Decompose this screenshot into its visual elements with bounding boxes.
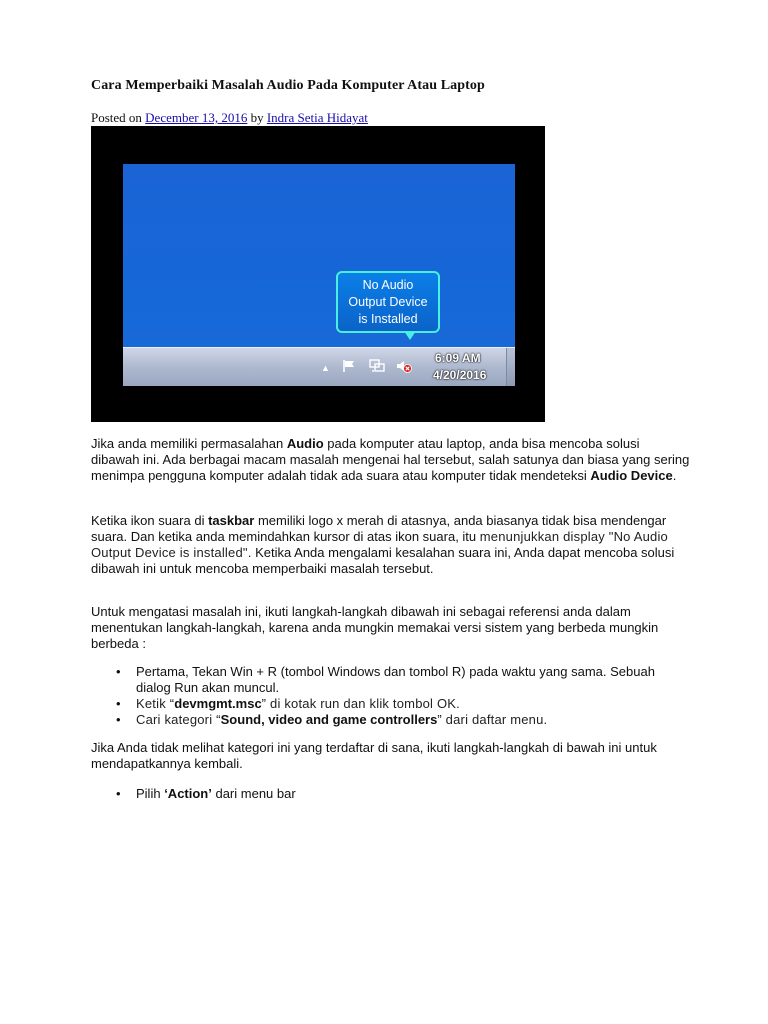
list-item xyxy=(91,664,691,696)
text-run: . xyxy=(672,468,677,483)
text-run: memiliki logo x merah di atasnya, anda biasanya tidak bisa mendengar suara. Dan ketika anda memindahkan kursor di atas ikon suara, itu xyxy=(91,513,667,544)
bold-run: devmgmt.msc xyxy=(174,696,262,711)
text-run: Ketika Anda mengalami kesalahan suara ini, Anda dapat mencoba solusi dibawah ini untuk mencoba memperbaiki masalah tersebut. xyxy=(91,545,675,576)
notification-balloon xyxy=(336,271,440,333)
text-run: ” di kotak run dan klik tombol OK. xyxy=(261,696,460,711)
text-run: Jika anda memiliki permasalahan xyxy=(91,436,287,451)
up-arrow-icon: ▲ xyxy=(321,363,330,373)
windows-desktop xyxy=(123,164,515,386)
flag-icon xyxy=(342,359,356,376)
bold-run: taskbar xyxy=(208,513,255,528)
article-title: Cara Memperbaiki Masalah Audio Pada Komputer Atau Laptop xyxy=(91,78,485,93)
list-item xyxy=(91,786,691,802)
speaker-muted-icon[interactable] xyxy=(396,359,412,376)
steps-list-2 xyxy=(91,786,691,802)
bullet: • xyxy=(116,696,121,711)
posted-prefix: Posted on xyxy=(91,110,142,125)
posted-by: by xyxy=(250,110,264,125)
text-run: Ketika ikon suara di xyxy=(91,513,209,528)
text-run: pada komputer atau laptop, anda bisa mencoba solusi dibawah ini. Ada berbagai macam masalah mengenai hal tersebut, salah satunya dan biasa yang sering menimpa pengguna komputer adalah tidak ada suara atau komputer tidak mendeteksi xyxy=(91,436,690,483)
paragraph-steps-intro: Untuk mengatasi masalah ini, ikuti langkah-langkah dibawah ini sebagai referensi anda dalam menentukan langkah-langkah, karena anda mungkin memakai versi sistem yang berbeda mungkin berbeda : xyxy=(91,604,659,651)
bullet: • xyxy=(116,786,121,801)
paragraph-intro xyxy=(91,436,691,484)
list-item xyxy=(91,712,691,728)
balloon-tail xyxy=(404,331,416,340)
text-run: Ketik “ xyxy=(136,696,175,711)
article-image xyxy=(91,126,545,422)
post-meta xyxy=(91,110,368,126)
list-item xyxy=(91,696,691,712)
clock-time[interactable]: 6:09 AM xyxy=(435,351,481,365)
balloon-text-line-2: Output Device xyxy=(348,295,428,309)
bullet: • xyxy=(116,664,121,679)
text-run: Cari kategori “ xyxy=(136,712,221,727)
balloon-text-line-3: is Installed xyxy=(358,312,418,326)
balloon-text-line-1: No Audio xyxy=(362,278,414,292)
post-date-link[interactable]: December 13, 2016 xyxy=(145,110,248,125)
bold-run: Audio xyxy=(286,436,324,451)
author-link[interactable]: Indra Setia Hidayat xyxy=(266,110,368,125)
bold-run: Sound, video and game controllers xyxy=(220,712,438,727)
network-icon xyxy=(369,359,385,376)
clock-date[interactable]: 4/20/2016 xyxy=(433,368,487,382)
taskbar xyxy=(123,347,515,386)
bold-run: ‘Action’ xyxy=(164,786,212,801)
text-run: menunjukkan display "No Audio Output Device is installed". xyxy=(91,529,668,560)
bold-run: Audio Device xyxy=(590,468,673,483)
text-run: Pilih xyxy=(136,786,165,801)
paragraph-taskbar xyxy=(91,513,691,577)
text-run: ” dari daftar menu. xyxy=(437,712,548,727)
text-run: Pertama, Tekan Win + R (tombol Windows dan tombol R) pada waktu yang sama. Sebuah dialog Run akan muncul. xyxy=(136,664,655,695)
bullet: • xyxy=(116,712,121,727)
show-desktop-button[interactable] xyxy=(506,348,515,386)
paragraph-not-listed: Jika Anda tidak melihat kategori ini yang terdaftar di sana, ikuti langkah-langkah di bawah ini untuk mendapatkannya kembali. xyxy=(91,740,657,771)
text-run: dari menu bar xyxy=(211,786,296,801)
steps-list xyxy=(91,664,691,728)
